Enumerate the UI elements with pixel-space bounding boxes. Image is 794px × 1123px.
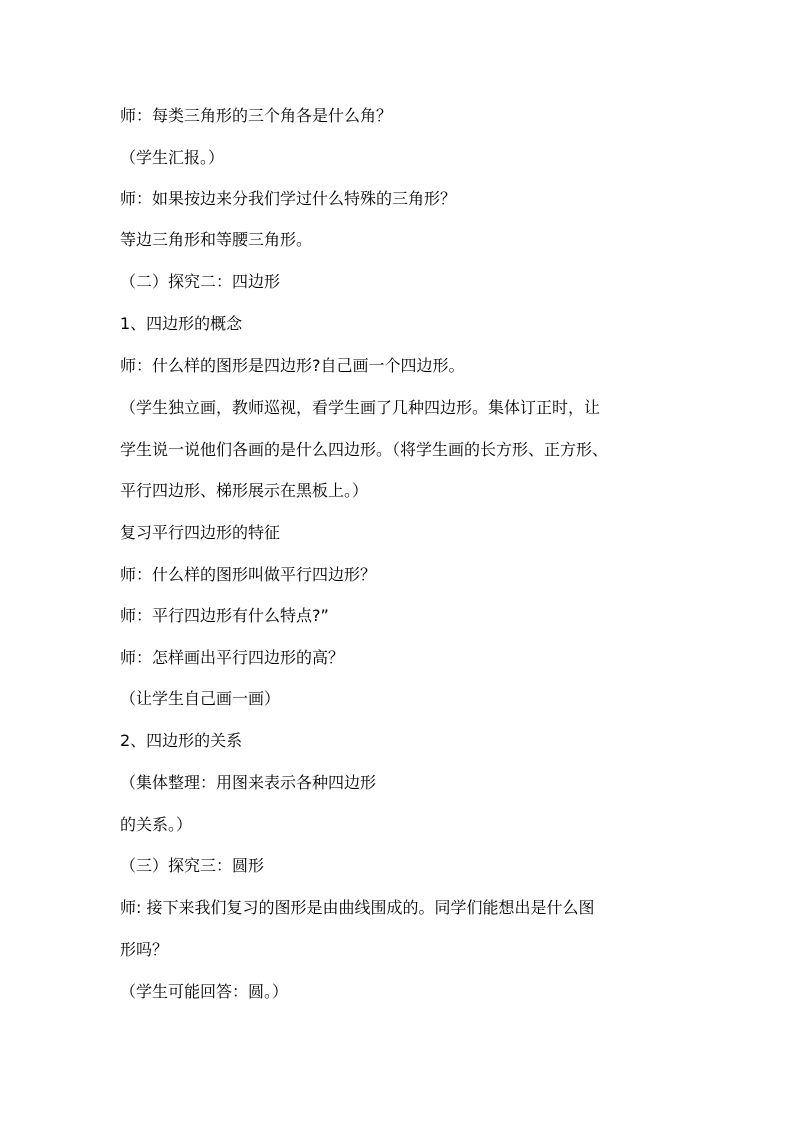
text-line: 的关系。） xyxy=(120,815,193,834)
subsection-heading: 复习平行四边形的特征 xyxy=(120,523,281,542)
text-line: 师：怎样画出平行四边形的高？ xyxy=(120,648,345,667)
text-line: （学生独立画，教师巡视，看学生画了几种四边形。集体订正时，让 xyxy=(120,398,601,417)
text-line: 师: 接下来我们复习的图形是由曲线围成的。同学们能想出是什么图 xyxy=(120,898,595,917)
section-heading: （三）探究三：圆形 xyxy=(120,856,265,875)
text-line: 形吗？ xyxy=(120,940,169,959)
text-line: 师：什么样的图形是四边形?自己画一个四边形。 xyxy=(120,356,465,375)
text-line: 平行四边形、梯形展示在黑板上。） xyxy=(120,481,369,500)
text-line: 师：平行四边形有什么特点?” xyxy=(120,606,329,625)
text-line: （学生汇报。） xyxy=(120,148,225,167)
text-line: 师：如果按边来分我们学过什么特殊的三角形？ xyxy=(120,189,457,208)
text-line: 师：每类三角形的三个角各是什么角？ xyxy=(120,106,393,125)
text-line: （让学生自己画一画） xyxy=(120,689,281,708)
text-line: 等边三角形和等腰三角形。 xyxy=(120,230,313,249)
text-line: （学生可能回答：圆。） xyxy=(120,982,289,1001)
subsection-heading: 2、四边形的关系 xyxy=(120,731,243,750)
subsection-heading: 1、四边形的概念 xyxy=(120,314,243,333)
text-line: （集体整理：用图来表示各种四边形 xyxy=(120,773,377,792)
section-heading: （二）探究二：四边形 xyxy=(120,272,281,291)
text-line: 师：什么样的图形叫做平行四边形？ xyxy=(120,565,377,584)
text-line: 学生说一说他们各画的是什么四边形。（将学生画的长方形、正方形、 xyxy=(120,440,609,459)
